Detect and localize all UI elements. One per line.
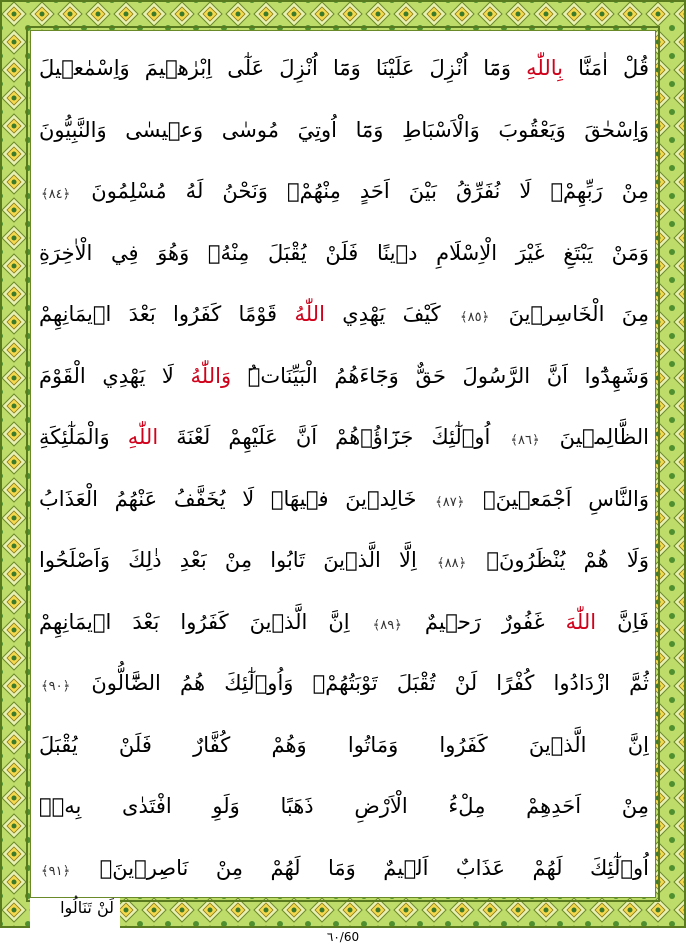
verse-line [39, 105, 649, 155]
verse-text: وَمَٓا اُنْزِلَ عَلَيْنَا وَمَٓا اُنْزِلَ عَلٰٓى اِبْرٰهٖيمَ وَاِسْمٰعٖيلَ [39, 56, 527, 80]
divine-name: وَاللّٰهُ [190, 363, 232, 388]
verse-text: وَلَا هُمْ يُنْظَرُونَۙ [468, 548, 649, 572]
divine-name: اللّٰهَ [565, 609, 597, 634]
verse-line [39, 43, 649, 93]
verse-text: وَشَهِدُٓوا اَنَّ الرَّسُولَ حَقٌّ وَجَٓاءَهُمُ الْبَيِّنَاتُۜ [231, 363, 649, 388]
verse-text: قَوْمًا كَفَرُوا بَعْدَ اٖيمَانِهِمْ [39, 302, 295, 326]
ayah-number: ﴿٩١﴾ [41, 863, 71, 879]
verse-text: مِنَ الْخَاسِرٖينَ [491, 302, 649, 326]
verse-line [39, 351, 649, 401]
verse-line [39, 597, 649, 647]
ayah-number: ﴿٨٤﴾ [41, 187, 71, 202]
verse-text: الظَّالِمٖينَ [541, 425, 649, 449]
verse-text: ثُمَّ ازْدَادُوا كُفْرًا لَنْ تُقْبَلَ تَوْبَتُهُمْۚ وَاُو۬لٰٓئِكَ هُمُ الضَّٓالُّونَ [72, 671, 649, 695]
verse-text: وَاِسْحٰقَ وَيَعْقُوبَ وَالْاَسْبَاطِ وَمَٓا اُوتِيَ مُوسٰى وَعٖيسٰى وَالنَّبِيُّونَ [39, 117, 649, 142]
verse-text: كَيْفَ يَهْدِي [324, 302, 459, 326]
verse-text: غَفُورٌ رَحٖيمٌ [403, 609, 566, 634]
verse-text: اُو۬لٰٓئِكَ جَزَٓاؤُ۬هُمْ اَنَّ عَلَيْهِمْ لَعْنَةَ [158, 425, 509, 449]
verse-text: فَاِنَّ [596, 609, 649, 634]
verse-text: خَالِدٖينَ فٖيهَاۚ لَا يُخَفَّفُ عَنْهُمُ الْعَذَابُ [39, 486, 434, 511]
verse-line [39, 720, 649, 770]
text-page [30, 30, 656, 898]
verse-lines [31, 31, 657, 899]
verse-text: مِنْ رَبِّهِمْۖ لَا نُفَرِّقُ بَيْنَ اَحَدٍ مِنْهُمْۘ وَنَحْنُ لَهُ مُسْلِمُونَ [72, 179, 649, 203]
verse-line [39, 781, 649, 831]
verse-line [39, 228, 649, 278]
verse-line [39, 412, 649, 462]
divine-name: اللّٰهِ [127, 425, 159, 449]
verse-text: وَالنَّاسِ اَجْمَعٖينَۙ [466, 486, 649, 511]
ayah-number: ﴿٨٩﴾ [372, 617, 402, 633]
verse-text: مِنْ اَحَدِهِمْ مِلْءُ الْاَرْضِ ذَهَبًا وَلَوِ افْتَدٰى بِهٖۜ [39, 794, 649, 818]
ayah-number: ﴿٩٠﴾ [41, 679, 71, 694]
verse-text: اِنَّ الَّذٖينَ كَفَرُوا وَمَاتُوا وَهُمْ كُفَّارٌ فَلَنْ يُقْبَلَ [39, 732, 649, 757]
verse-text: قُلْ اٰمَنَّا [562, 56, 649, 80]
verse-text: اِنَّ الَّذٖينَ كَفَرُوا بَعْدَ اٖيمَانِهِمْ [39, 609, 371, 634]
verse-text: وَالْمَلٰٓئِكَةِ [39, 425, 128, 449]
ayah-number: ﴿٨٥﴾ [460, 310, 490, 325]
page-number: ٦٠/60 [326, 930, 360, 944]
divine-name: اللّٰهُ [294, 302, 325, 326]
verse-line [39, 289, 649, 339]
verse-line [39, 166, 649, 216]
verse-line [39, 843, 649, 893]
divine-name: بِاللّٰهِ [526, 56, 563, 80]
ayah-number: ﴿٨٧﴾ [435, 494, 465, 510]
verse-text: وَمَنْ يَبْتَغِ غَيْرَ الْاِسْلَامِ دٖينًا فَلَنْ يُقْبَلَ مِنْهُۚ وَهُوَ فِي الْاٰخِرَةِ [39, 240, 649, 265]
verse-text: اِلَّا الَّذٖينَ تَابُوا مِنْ بَعْدِ ذٰلِكَ وَاَصْلَحُوا [39, 548, 435, 572]
ayah-number: ﴿٨٦﴾ [510, 433, 540, 448]
verse-text: اُو۬لٰٓئِكَ لَهُمْ عَذَابٌ اَلٖيمٌ وَمَا لَهُمْ مِنْ نَاصِرٖينَ۟ [72, 855, 649, 880]
verse-text: لَا يَهْدِي الْقَوْمَ [39, 363, 191, 388]
catchword: لَنْ تَنَالُوا [30, 898, 120, 928]
ayah-number: ﴿٨٨﴾ [437, 556, 467, 571]
verse-line [39, 474, 649, 524]
verse-line [39, 658, 649, 708]
verse-line [39, 535, 649, 585]
